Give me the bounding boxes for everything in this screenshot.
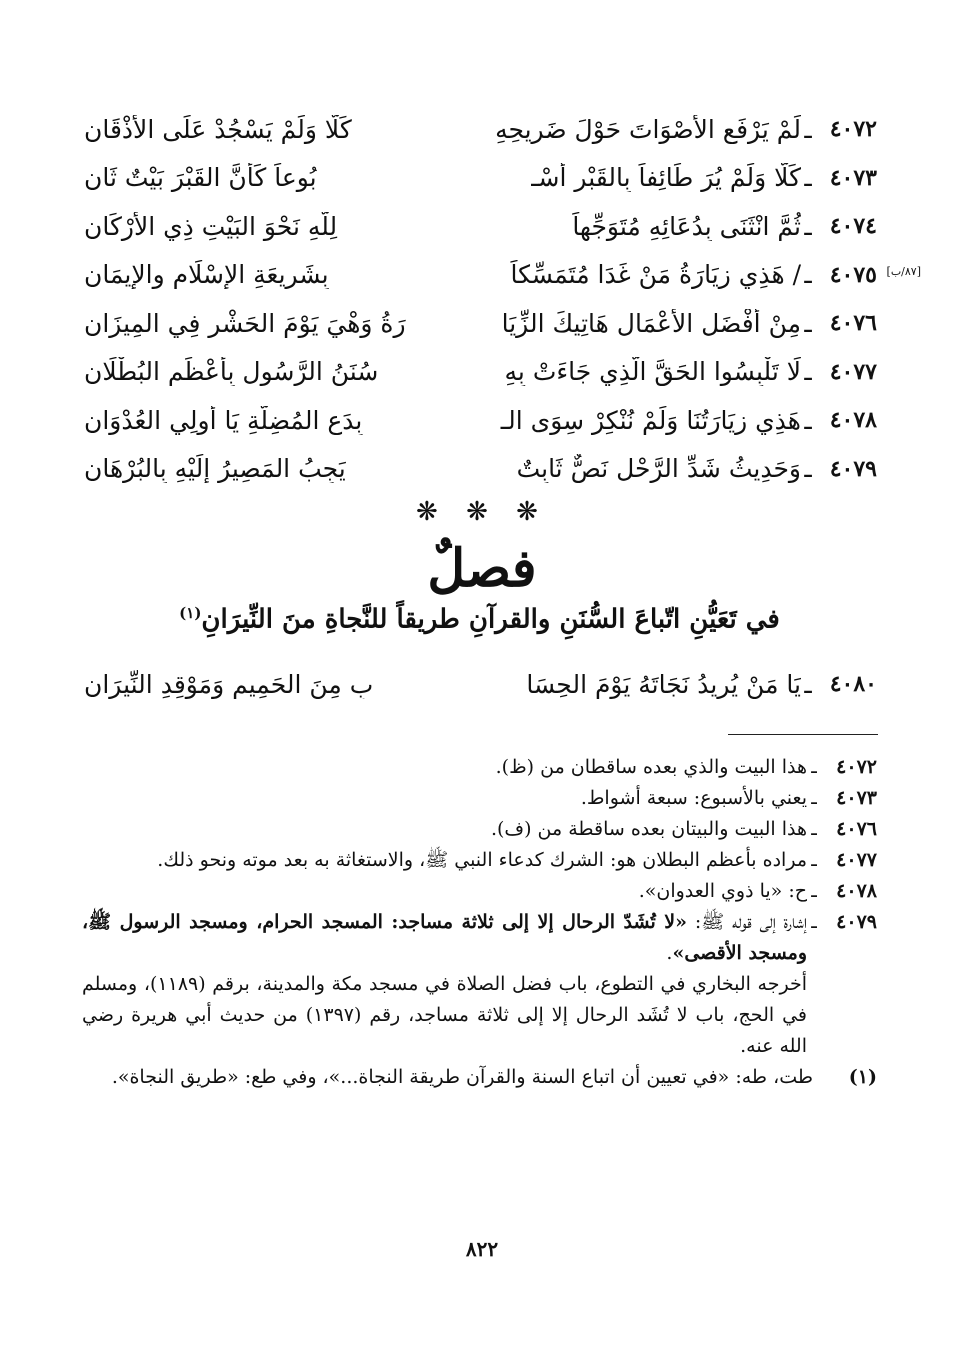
- verse-number: ٤٠٨٠: [829, 671, 877, 698]
- footnote-number: ٤٠٧٦: [836, 818, 877, 840]
- second-hemistich: لِلَّهِ نَحْوَ البَيْتِ ذِي الأرْكَانِ: [84, 211, 338, 241]
- verse-line: ٤٠٧٣ ـ كَلَّا وَلَمْ يُرَ طَائِفاً بِالقَبْرِ أُسْـ بُوعاً كَأَنَّ القَبْرَ بَيْتٌ ثَانِ: [84, 163, 877, 193]
- second-hemistich: بِ مِنَ الحَمِيمِ وَمَوْقِدِ النِّيرَانِ: [84, 669, 374, 699]
- footnote-text: طت، طه: «في تعيين أن اتباع السنة والقرآن طريقة النجاة...»، وفي طع: «طريق النجاة».: [111, 1066, 813, 1088]
- verse-line: [٨٧/ب] ٤٠٧٥ ـ / هَذِي زِيَارَةُ مَنْ غَدَا مُتَمَسِّكاً بِشَرِيعَةِ الإسْلَامِ والإيمَانِ: [84, 260, 921, 290]
- footnote: ٤٠٧٩ ـ إشارة إلى قوله ﷺ: «لا تُشَدّ الرحال إلا إلى ثلاثة مساجد: المسجد الحرام، ومسجد الرسول ﷺ، ومسجد الأقصى». أخرجه البخاري في التطوع، باب فضل الصلاة في مسجد مكة والمدينة، برقم (١١٨٩)، ومسلم في الحج، باب لا تُشَد الرحال إلا إلى ثلاثة مساجد، رقم (١٣٩٧) من حديث أبي هريرة رضي الله عنه.: [82, 907, 877, 1062]
- first-hemistich: هَذِي زِيَارَتُنَا وَلَمْ نُنْكِرْ سِوَى الـ: [500, 405, 801, 435]
- first-hemistich: كَلَّا وَلَمْ يُرَ طَائِفاً بِالقَبْرِ أُسْـ: [531, 163, 801, 193]
- section-heading-text: في تَعَيُّنِ اتّباعَ السُّنَنِ والقرآنِ طريقاً للنَّجاةِ منَ النِّيرَانِ: [201, 604, 780, 635]
- verses-block-2: [82, 660, 877, 709]
- footnote-number: ٤٠٧٧: [836, 849, 877, 871]
- first-hemistich: يَا مَنْ يُرِيدُ نَجَاتَهُ يَوْمَ الحِسَا: [526, 669, 801, 699]
- verse-line: ٤٠٧٦ ـ مِنْ أفْضَلِ الأعْمَالِ هَاتِيكَ الزِّيَا رَةُ وَهْيَ يَوْمَ الحَشْرِ فِي المِيزَانِ: [84, 308, 877, 338]
- second-hemistich: رَةُ وَهْيَ يَوْمَ الحَشْرِ فِي المِيزَانِ: [84, 308, 406, 338]
- footnote: ٤٠٧٧ ـ مراده بأعظم البطلان هو: الشرك كدعاء النبي ﷺ، والاستغاثة به بعد موته ونحو ذلك.: [82, 845, 877, 876]
- manuscript-folio-marker: [٨٧/ب]: [886, 264, 921, 278]
- footnote-number: ٤٠٧٢: [836, 756, 877, 778]
- first-hemistich: لَمْ يَرْفَعِ الأصْوَاتَ حَوْلَ ضَرِيحِهِ: [495, 114, 801, 144]
- verse-number: ٤٠٧٨: [829, 407, 877, 434]
- verse-line: ٤٠٧٨ ـ هَذِي زِيَارَتُنَا وَلَمْ نُنْكِرْ سِوَى الـ بِدَعِ المُضِلَّةِ يَا أُولِي العُدْوَانِ: [84, 405, 877, 435]
- first-hemistich: لَا تَلْبِسُوا الحَقَّ الَّذِي جَاءَتْ بِهِ: [504, 357, 801, 387]
- verse-number: ٤٠٧٥: [829, 261, 877, 288]
- footnote-text: هذا البيت والذي بعده ساقطان من (ظ).: [495, 756, 807, 778]
- footnote: ٤٠٧٨ ـ ح: «يا ذوي العدوان».: [82, 876, 877, 907]
- footnote-number: ٤٠٧٨: [836, 880, 877, 902]
- page-number: ٨٢٢: [465, 1237, 499, 1261]
- verse-line: ٤٠٨٠ ـ يَا مَنْ يُرِيدُ نَجَاتَهُ يَوْمَ الحِسَا بِ مِنَ الحَمِيمِ وَمَوْقِدِ النِّيرَانِ: [84, 669, 877, 699]
- verse-line: ٤٠٧٢ ـ لَمْ يَرْفَعِ الأصْوَاتَ حَوْلَ ضَرِيحِهِ كَلَّا وَلَمْ يَسْجُدْ عَلَى الأذْقَانِ: [84, 114, 877, 144]
- second-hemistich: بِشَرِيعَةِ الإسْلَامِ والإيمَانِ: [84, 260, 329, 290]
- section-divider-stars: ❋ ❋ ❋: [416, 497, 548, 527]
- footnote-text: هذا البيت والبيتان بعده ساقطة من (ف).: [490, 818, 807, 840]
- hadith-quote: «لا تُشَدّ الرحال إلا إلى ثلاثة مساجد: المسجد الحرام، ومسجد الرسول ﷺ، ومسجد الأقصى»: [82, 911, 807, 964]
- footnote: [82, 1062, 877, 1093]
- section-heading: [82, 604, 877, 635]
- second-hemistich: يَجِبُ المَصِيرُ إلَيْهِ بِالبُرْهَانِ: [84, 454, 346, 484]
- footnote-text: يعني بالأسبوع: سبعة أشواط.: [580, 787, 807, 809]
- verse-line: ٤٠٧٤ ـ ثُمَّ انْثَنَى بِدُعَائِهِ مُتَوَجِّهاً لِلَّهِ نَحْوَ البَيْتِ ذِي الأرْكَانِ: [84, 211, 877, 241]
- section-title: فصلٌ: [427, 538, 537, 599]
- verse-number: ٤٠٧٤: [829, 213, 877, 240]
- first-hemistich: ثُمَّ انْثَنَى بِدُعَائِهِ مُتَوَجِّهاً: [572, 211, 801, 241]
- verse-line: ٤٠٧٧ ـ لَا تَلْبِسُوا الحَقَّ الَّذِي جَاءَتْ بِهِ سُنَنُ الرَّسُولِ بِأعْظَمِ البُطْلَانِ: [84, 357, 877, 387]
- verse-number: ٤٠٧٢: [829, 116, 877, 143]
- footnote: ٤٠٧٣ ـ يعني بالأسبوع: سبعة أشواط.: [82, 783, 877, 814]
- footnote: ٤٠٧٦ ـ هذا البيت والبيتان بعده ساقطة من (ف).: [82, 814, 877, 845]
- first-hemistich: / هَذِي زِيَارَةُ مَنْ غَدَا مُتَمَسِّكاً: [510, 260, 801, 290]
- verse-line: ٤٠٧٩ ـ وَحَدِيثُ شَدِّ الرَّحْلِ نَصٌّ ثَابِتٌ يَجِبُ المَصِيرُ إلَيْهِ بِالبُرْهَانِ: [84, 454, 877, 484]
- verse-number: ٤٠٧٣: [829, 164, 877, 191]
- footnote-text: مراده بأعظم البطلان هو: الشرك كدعاء النبي ﷺ، والاستغاثة به بعد موته ونحو ذلك.: [157, 849, 807, 871]
- second-hemistich: بِدَعِ المُضِلَّةِ يَا أُولِي العُدْوَانِ: [84, 405, 363, 435]
- verse-number: ٤٠٧٩: [829, 455, 877, 482]
- first-hemistich: مِنْ أفْضَلِ الأعْمَالِ هَاتِيكَ الزِّيَا: [501, 308, 801, 338]
- footnote-text: ح: «يا ذوي العدوان».: [638, 880, 807, 902]
- verse-number: ٤٠٧٦: [829, 310, 877, 337]
- second-hemistich: بُوعاً كَأَنَّ القَبْرَ بَيْتٌ ثَانِ: [84, 163, 317, 193]
- footnote-number: ٤٠٧٩: [836, 911, 877, 933]
- footnote-number: ٤٠٧٣: [836, 787, 877, 809]
- second-hemistich: سُنَنُ الرَّسُولِ بِأعْظَمِ البُطْلَانِ: [84, 357, 379, 387]
- verses-block: [82, 105, 921, 493]
- footnote-number: (١): [848, 1066, 877, 1088]
- footnotes: [82, 752, 877, 1093]
- footnote-divider: [728, 734, 878, 735]
- footnote-ref: (١): [179, 604, 202, 622]
- footnote-citation: أخرجه البخاري في التطوع، باب فضل الصلاة في مسجد مكة والمدينة، برقم (١١٨٩)، ومسلم في الحج، باب لا تُشَد الرحال إلا إلى ثلاثة مساجد، رقم (١٣٩٧) من حديث أبي هريرة رضي الله عنه.: [82, 973, 807, 1057]
- footnote-text-intro: إشارة إلى قوله ﷺ:: [686, 911, 807, 933]
- second-hemistich: كَلَّا وَلَمْ يَسْجُدْ عَلَى الأذْقَانِ: [84, 114, 352, 144]
- footnote-text: إشارة إلى قوله ﷺ: «لا تُشَدّ الرحال إلا إلى ثلاثة مساجد: المسجد الحرام، ومسجد الرسول ﷺ، ومسجد الأقصى». أخرجه البخاري في التطوع، باب فضل الصلاة في مسجد مكة والمدينة، برقم (١١٨٩)، ومسلم في الحج، باب لا تُشَد الرحال إلا إلى ثلاثة مساجد، رقم (١٣٩٧) من حديث أبي هريرة رضي الله عنه.: [82, 911, 807, 1057]
- first-hemistich: وَحَدِيثُ شَدِّ الرَّحْلِ نَصٌّ ثَابِتٌ: [516, 454, 801, 484]
- footnote: ٤٠٧٢ ـ هذا البيت والذي بعده ساقطان من (ظ).: [82, 752, 877, 783]
- verse-number: ٤٠٧٧: [829, 358, 877, 385]
